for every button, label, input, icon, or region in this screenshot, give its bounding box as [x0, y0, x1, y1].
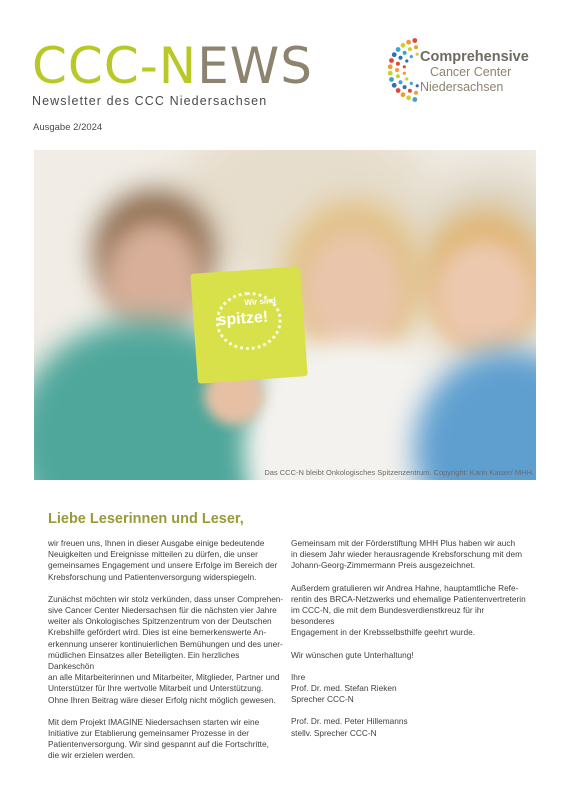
logo-dot: [389, 77, 394, 82]
signature-1: Ihre Prof. Dr. med. Stefan Rieken Sprecher CCC-N: [291, 671, 397, 705]
logo-dot: [396, 88, 401, 93]
newsletter-tagline: Newsletter des CCC Niedersachsen: [32, 94, 268, 108]
logo-dot: [388, 71, 393, 76]
logo-dot: [412, 38, 417, 43]
logo-dot: [414, 91, 418, 95]
cover-photo: [34, 150, 536, 480]
logo-dot: [405, 59, 408, 62]
logo-dot: [405, 77, 408, 80]
paragraph: Zunächst möchten wir stolz verkünden, dass unser Comprehen- sive Cancer Center Niedersachsen für die nächsten vier Jahre weiter als Onkologisches Spitzenzentrum von der Deutschen Krebshilfe gefördert wird. Dies ist eine bemerkenswerte An- erkennung unserer kontinuierlichen Bemühungen und des uner- müdlichen Einsatzes aller Beteiligten. Ein herzliches Dankeschön an alle Mitarbeiterinnen und Mitarbeiter, Mitglieder, Partner und Unterstützer für Ihre wertvolle Mitarbeit und Unterstützung. Ohne Ihren Beitrag wäre dieser Erfolg nicht möglich gewesen.: [48, 593, 284, 705]
logo-line-2: Cancer Center: [430, 65, 512, 79]
brand-part-taupe: EWS: [197, 37, 313, 95]
card-text-big: spitze!: [217, 308, 269, 330]
paragraph: Gemeinsam mit der Förderstiftung MHH Plus haben wir auch in diesem Jahr wieder herausragende Krebsforschung mit dem Johann-Georg-Zimmermann Preis ausgezeichnet.: [291, 538, 523, 571]
logo-dot: [392, 52, 397, 57]
logo-dot: [399, 80, 403, 84]
newsletter-brand: [32, 38, 313, 94]
logo-dot: [406, 40, 411, 45]
logo-dot: [416, 84, 419, 87]
logo-dot: [401, 92, 406, 97]
logo-line-3: Niedersachsen: [420, 80, 504, 94]
masthead: [32, 38, 313, 108]
logo-dot: [403, 65, 406, 68]
logo-line-1: Comprehensive: [420, 49, 529, 65]
photo-caption: Das CCC-N bleibt Onkologisches Spitzenzentrum. Copyright: Karin Kaiser/ MHH.: [264, 468, 534, 477]
logo-dot: [396, 47, 401, 52]
paragraph: Außerdem gratulieren wir Andrea Hahne, hauptamtliche Refe- rentin des BRCA-Netzwerks und ehemalige Patientenvertreterin im CCC-N, die mit dem Bundesverdienstkreuz für ihr besonderes Engagement in der Krebsselbsthilfe geehrt wurde.: [291, 582, 526, 638]
letter-column-right: [291, 538, 527, 750]
logo-dot: [389, 58, 394, 63]
logo-dot: [396, 62, 400, 66]
logo-dot: [396, 74, 400, 78]
logo-dot: [399, 56, 403, 60]
logo-dot: [406, 95, 411, 100]
paragraph: Mit dem Projekt IMAGINE Niedersachsen starten wir eine Initiative zur Etablierung gemeinsamer Prozesse in der Patientenversorgung. Wir sind gespannt auf die Fortschritte, die wir erzielen werden.: [48, 716, 269, 761]
logo-dot: [392, 83, 397, 88]
dotted-circle-logo-icon: [384, 34, 426, 106]
logo-dot: [403, 72, 406, 75]
logo-dot: [410, 55, 413, 58]
paragraph: wir freuen uns, Ihnen in dieser Ausgabe einige bedeutende Neuigkeiten und Ereignisse mitteilen zu dürfen, die unser gemeinsames Engagement und unsere Erfolge im Bereich der Krebsforschung und Patientenversorgung widerspiegeln.: [48, 538, 278, 582]
doctor-middle-face: [304, 230, 404, 350]
brand-part-green: CCC-N: [32, 37, 198, 95]
logo-dot: [403, 85, 407, 89]
logo-dot: [410, 82, 413, 85]
ccc-logo: [384, 34, 544, 106]
issue-number: Ausgabe 2/2024: [33, 122, 103, 133]
logo-dot: [408, 89, 412, 93]
logo-dot: [408, 47, 412, 51]
doctor-right-scrubs: [414, 350, 536, 480]
logo-dot: [388, 64, 393, 69]
signature-2: Prof. Dr. med. Peter Hillemanns stellv. Sprecher CCC-N: [291, 716, 408, 738]
logo-dot: [401, 43, 406, 48]
logo-dot: [403, 51, 407, 55]
letter-column-left: [48, 538, 284, 773]
doctor-right-face: [434, 240, 534, 350]
logo-dot: [412, 97, 417, 102]
spitze-card: [190, 266, 307, 383]
logo-dot: [416, 53, 419, 56]
closing-wish: Wir wünschen gute Unterhaltung!: [291, 649, 414, 660]
logo-dot: [395, 68, 399, 72]
letter-salutation: Liebe Leserinnen und Leser,: [48, 511, 244, 527]
card-text-small: Wir sind: [244, 296, 277, 308]
logo-dot: [414, 45, 418, 49]
